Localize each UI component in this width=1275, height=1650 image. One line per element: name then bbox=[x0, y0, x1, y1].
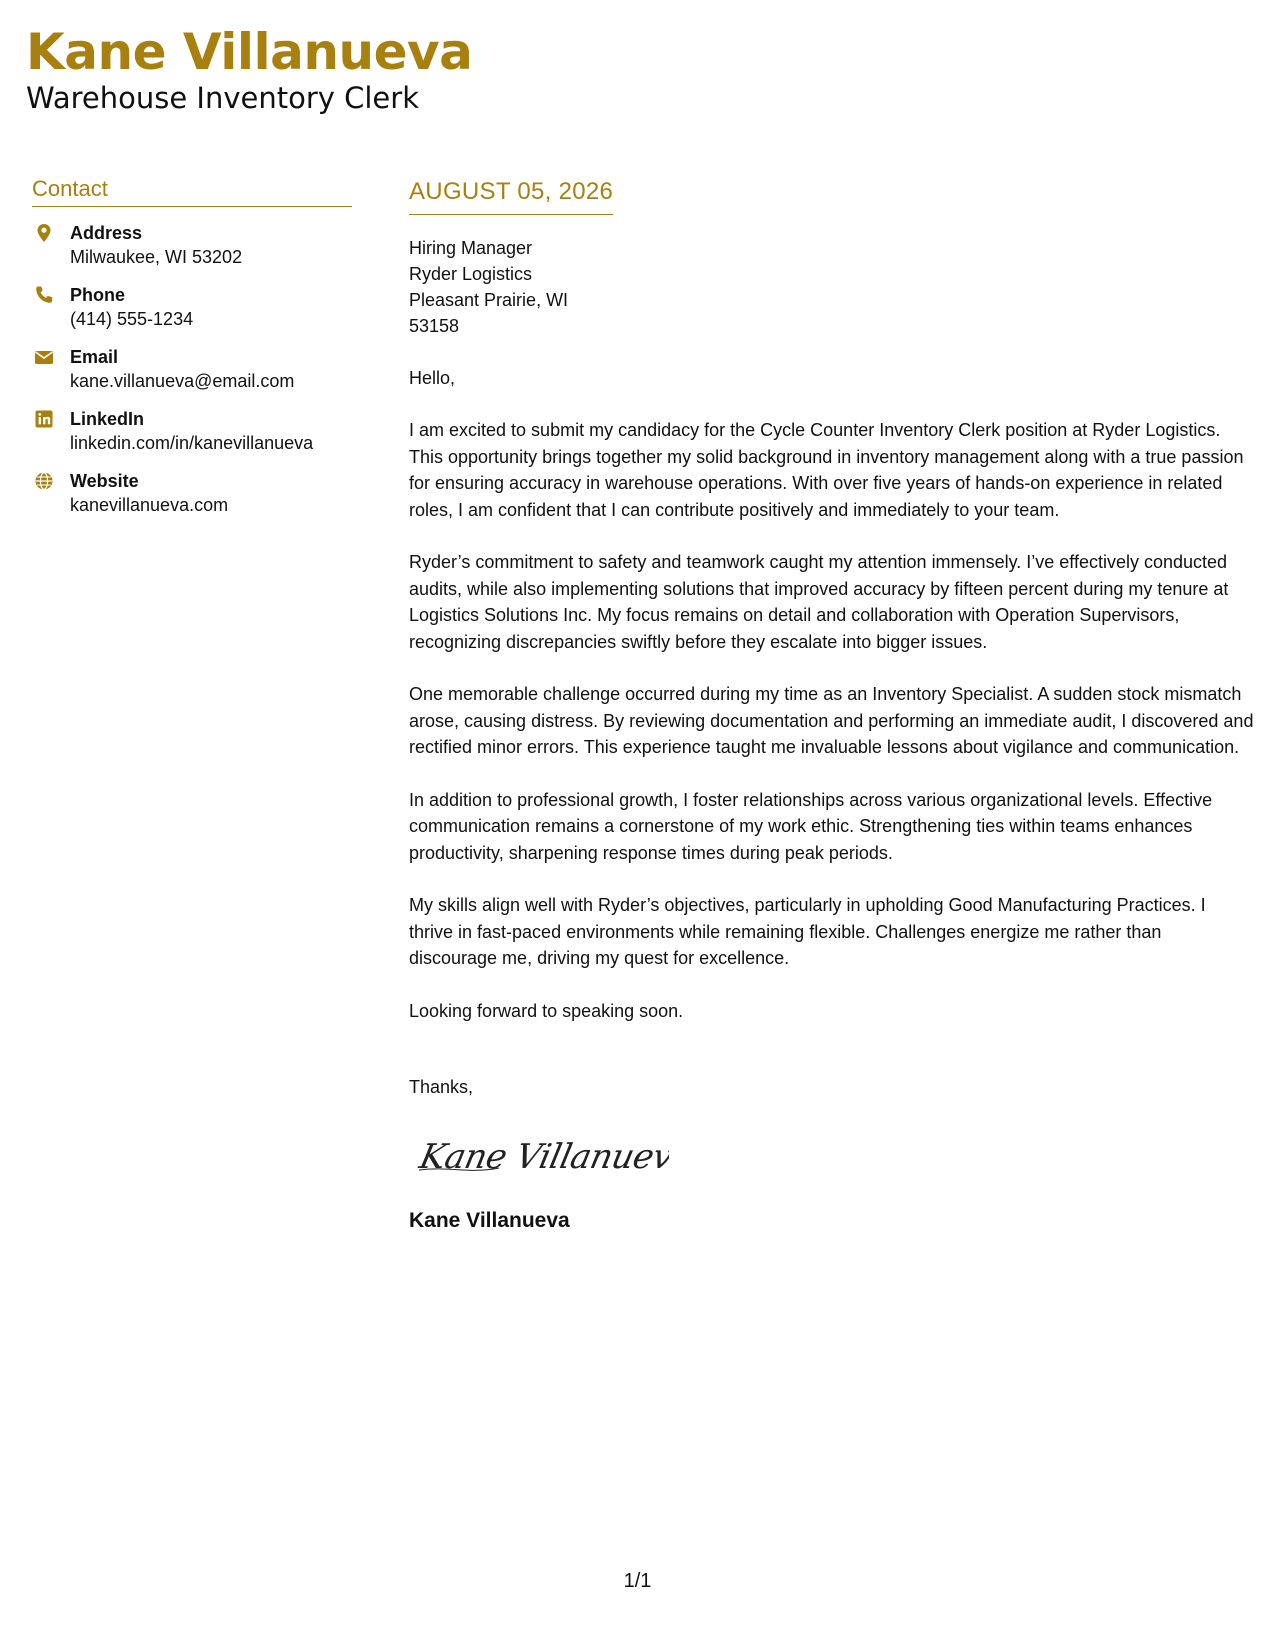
contact-item-linkedin bbox=[32, 407, 352, 457]
contact-item-email bbox=[32, 345, 352, 395]
contact-sidebar bbox=[32, 176, 352, 531]
contact-item-website bbox=[32, 469, 352, 519]
body-paragraph: My skills align well with Ryder’s objectives, particularly in upholding Good Manufacturing Practices. I thrive in fast-paced environments while remaining flexible. Challenges energize me rather than discourage me, driving my quest for excellence. bbox=[409, 895, 1206, 968]
body-paragraph: One memorable challenge occurred during my time as an Inventory Specialist. A sudden stock mismatch arose, causing distress. By reviewing documentation and performing an immediate audit, I discovered and rectified minor errors. This experience taught me invaluable lessons about vigilance and communication. bbox=[409, 684, 1254, 757]
recipient-line: Ryder Logistics bbox=[409, 264, 533, 284]
website-value: kanevillanueva.com bbox=[70, 495, 229, 515]
body-paragraph: In addition to professional growth, I foster relationships across various organizational levels. Effective communication remains a cornerstone of my work ethic. Strengthening ties within teams enhances productivity, sharpening response times during peak periods. bbox=[409, 789, 1213, 863]
phone-value: (414) 555-1234 bbox=[70, 309, 194, 329]
body-paragraph: Looking forward to speaking soon. bbox=[409, 1000, 684, 1021]
address-value: Milwaukee, WI 53202 bbox=[70, 247, 243, 267]
job-title: Warehouse Inventory Clerk bbox=[26, 81, 419, 115]
linkedin-value: linkedin.com/in/kanevillanueva bbox=[70, 433, 314, 453]
closing: Thanks, bbox=[409, 1077, 474, 1097]
contact-label: Phone bbox=[70, 285, 126, 305]
letter-header bbox=[26, 22, 472, 116]
contact-label: Website bbox=[70, 471, 139, 491]
phone-icon bbox=[34, 285, 54, 305]
globe-icon bbox=[34, 471, 54, 491]
recipient-line: Pleasant Prairie, WI bbox=[409, 290, 569, 310]
handwritten-signature bbox=[409, 1126, 669, 1186]
applicant-name: Kane Villanueva bbox=[26, 23, 473, 81]
letter-body bbox=[409, 178, 1254, 1235]
svg-text:Kane Villanueva: Kane Villanueva bbox=[416, 1137, 669, 1177]
body-paragraph: Ryder’s commitment to safety and teamwork caught my attention immensely. I’ve effectively conducted audits, while also implementing solutions that improved accuracy by fifteen percent during my tenure at Logistics Solutions Inc. My focus remains on detail and collaboration with Operation Supervisors, recognizing discrepancies swiftly before they escalate into bigger issues. bbox=[409, 552, 1229, 652]
contact-item-address bbox=[32, 221, 352, 271]
greeting: Hello, bbox=[409, 368, 456, 388]
contact-label: LinkedIn bbox=[70, 409, 145, 429]
body-paragraph: I am excited to submit my candidacy for the Cycle Counter Inventory Clerk position at Ryder Logistics. This opportunity brings together my solid background in inventory management along with a true passion for ensuring accuracy in warehouse operations. With over five years of hands-on experience in related roles, I am confident that I can contribute positively and immediately to your team. bbox=[409, 420, 1244, 520]
page-number: 1/1 bbox=[623, 1570, 652, 1592]
signed-name: Kane Villanueva bbox=[409, 1209, 570, 1232]
envelope-icon bbox=[34, 347, 54, 367]
letter-date: AUGUST 05, 2026 bbox=[409, 178, 613, 215]
map-pin-icon bbox=[34, 223, 54, 243]
recipient-line: Hiring Manager bbox=[409, 238, 533, 258]
recipient-block bbox=[409, 235, 1254, 339]
contact-heading: Contact bbox=[32, 176, 352, 207]
contact-label: Address bbox=[70, 223, 143, 243]
linkedin-icon bbox=[34, 409, 54, 429]
email-value: kane.villanueva@email.com bbox=[70, 371, 295, 391]
recipient-line: 53158 bbox=[409, 316, 460, 336]
contact-item-phone bbox=[32, 283, 352, 333]
contact-label: Email bbox=[70, 347, 119, 367]
